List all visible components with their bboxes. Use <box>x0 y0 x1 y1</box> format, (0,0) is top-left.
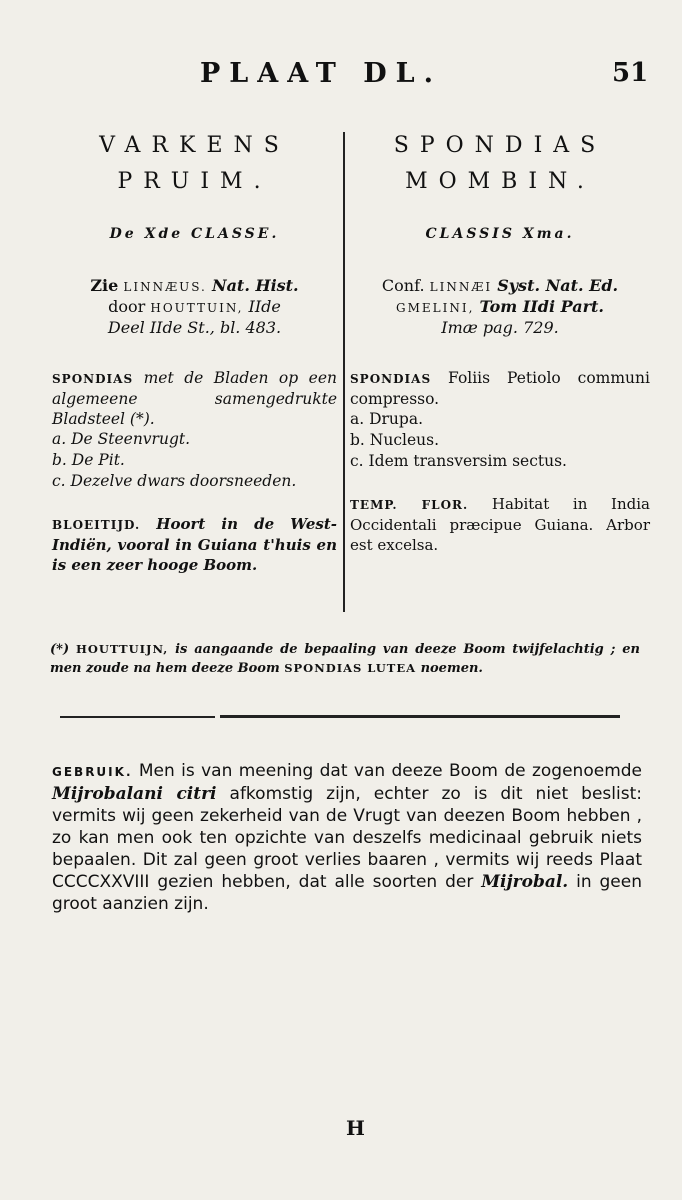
footnote-name: HOUTTUIJN, <box>75 642 169 656</box>
ref-author: LINNÆUS. <box>123 280 207 294</box>
description-text: met de Bladen op een algemeene samengedrukte Bladsteel (*). <box>52 369 337 428</box>
latin-parts-list <box>350 409 650 472</box>
ref-page: Imæ pag. 729. <box>441 318 559 337</box>
latin-classis: CLASSIS Xma. <box>425 226 575 242</box>
ref-part: IIde <box>248 297 281 316</box>
footnote-text: is aangaande de bepaaling van deeze Boom twijfelachtig ; en men zoude na hem deeze Boom <box>50 642 641 676</box>
list-item: a. De Steenvrugt. <box>52 430 191 448</box>
usage-term: Mijrobal. <box>481 872 569 892</box>
latin-flowering <box>350 494 650 555</box>
latin-title-line2: MOMBIN. <box>405 169 595 194</box>
latin-description <box>350 368 650 409</box>
footnote-species: SPONDIAS LUTEA <box>284 661 417 675</box>
ref-work: Syst. Nat. Ed. <box>497 276 619 295</box>
dutch-title-line1: VARKENS <box>99 133 290 158</box>
usage-text: Men is van meening dat van deeze Boom de zogenoemde <box>138 761 642 781</box>
ref-translator: HOUTTUIN, <box>150 301 244 315</box>
usage-text-end: in geen groot aanzien zijn. <box>52 872 642 914</box>
latin-title <box>350 128 650 200</box>
latin-title-line1: SPONDIAS <box>393 133 607 158</box>
description-text: Foliis Petiolo communi compresso. <box>350 369 650 408</box>
latin-column <box>350 128 650 555</box>
list-item: b. De Pit. <box>52 451 125 469</box>
signature-mark: H <box>346 1116 365 1140</box>
dutch-title-line2: PRUIM. <box>117 169 272 194</box>
ref-word: Zie <box>90 276 119 295</box>
list-item: a. Drupa. <box>350 410 424 428</box>
ref-volume: Deel IIde St., bl. 483. <box>107 318 282 337</box>
page-number: 51 <box>612 58 649 88</box>
ref-part: Tom IIdi Part. <box>479 297 604 316</box>
flowering-text: Hoort in de West-Indiën, vooral in Guiana t'huis en is een zeer hooge Boom. <box>52 515 337 574</box>
list-item: c. Dezelve dwars doorsneeden. <box>52 472 297 490</box>
dutch-column <box>52 128 337 575</box>
ref-word: door <box>108 297 146 316</box>
ref-word: Conf. <box>381 276 425 295</box>
list-item: c. Idem transversim sectus. <box>350 452 567 470</box>
usage-text: afkomstig zijn, echter zo is dit niet beslist: vermits wij geen zekerheid van de Vrugt van deezen Boom hebben , zo kan men ook ten opzichte van deszelfs medicinaal gebruik niets bepaalen. Dit zal geen groot verlies baaren , vermits wij reeds Plaat CCCCXXVIII gezien hebben, dat alle soorten der <box>52 784 642 892</box>
ref-editor: GMELINI, <box>396 301 475 315</box>
section-rule <box>60 716 215 718</box>
section-rule <box>220 715 620 718</box>
dutch-description <box>52 368 337 429</box>
usage-label: GEBRUIK. <box>52 765 133 779</box>
genus-name: SPONDIAS <box>350 372 432 386</box>
dutch-classe: De Xde CLASSE. <box>109 226 280 242</box>
footnote-text-end: noemen. <box>420 661 483 676</box>
dutch-flowering <box>52 514 337 575</box>
footnote-mark: (*) <box>50 642 70 657</box>
dutch-reference <box>52 276 337 338</box>
flowering-text: Habitat in India Occidentali præcipue Guiana. Arbor est excelsa. <box>350 495 650 554</box>
list-item: b. Nucleus. <box>350 431 439 449</box>
ref-work: Nat. Hist. <box>211 276 299 295</box>
ref-author: LINNÆI <box>429 280 493 294</box>
usage-paragraph <box>52 760 642 915</box>
flowering-label: TEMP. FLOR. <box>350 498 469 512</box>
dutch-title <box>52 128 337 200</box>
latin-reference <box>350 276 650 338</box>
footnote <box>50 640 640 678</box>
usage-term: Mijrobalani citri <box>52 784 217 804</box>
genus-name: SPONDIAS <box>52 372 134 386</box>
dutch-parts-list <box>52 429 337 492</box>
flowering-label: BLOEITIJD. <box>52 518 141 532</box>
column-divider <box>343 132 345 612</box>
running-head: PLAAT DL. <box>200 58 442 89</box>
